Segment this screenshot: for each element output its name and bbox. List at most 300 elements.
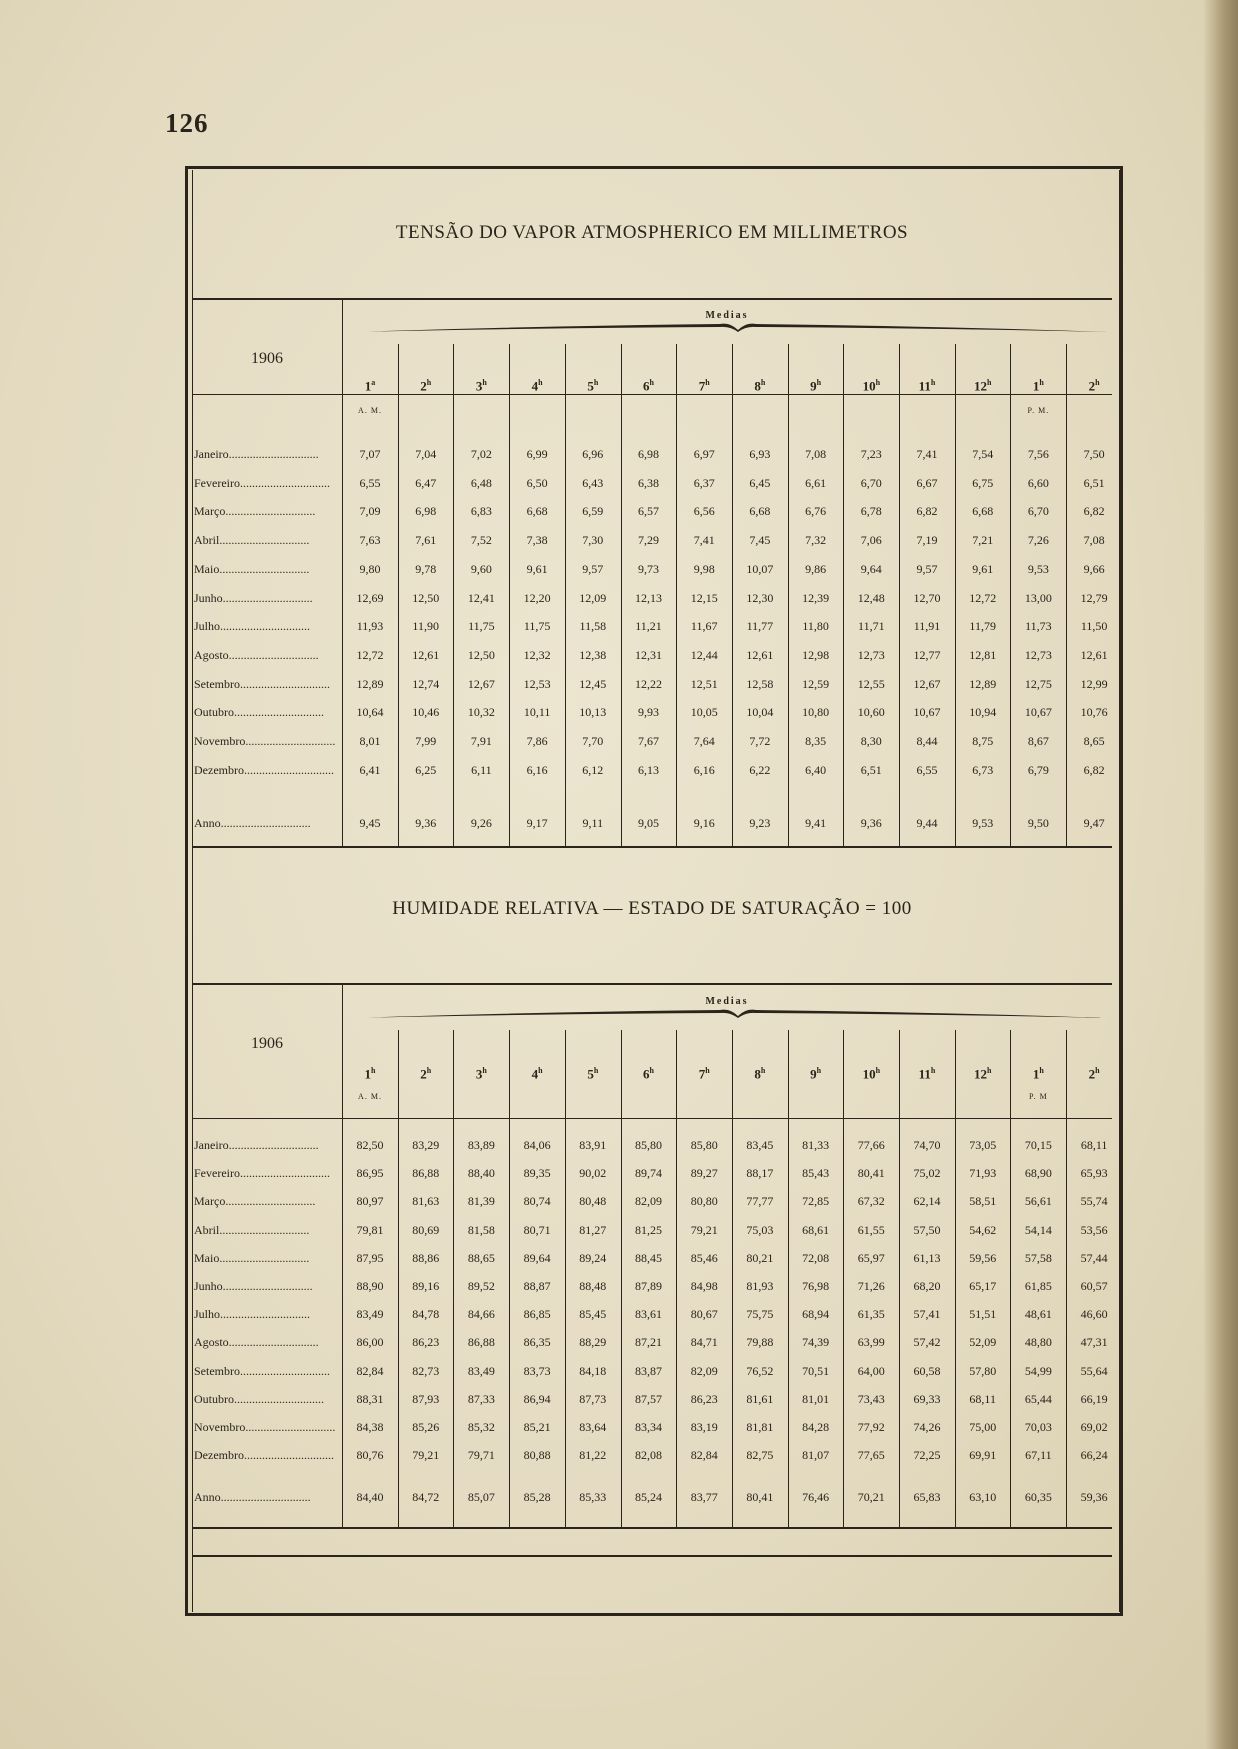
table-cell: 10,94 bbox=[969, 705, 997, 720]
table-cell: 9,47 bbox=[1083, 816, 1105, 830]
hour-header bbox=[453, 378, 509, 394]
table-cell: 6,16 bbox=[693, 762, 715, 777]
table-cell: 7,50 bbox=[1083, 447, 1105, 461]
table-cell: 6,51 bbox=[860, 762, 882, 777]
page-number: 126 bbox=[165, 108, 209, 138]
hour-number: 1 bbox=[364, 378, 372, 394]
table-cell: 6,50 bbox=[526, 475, 548, 490]
table-cell: 61,85 bbox=[1024, 1279, 1052, 1293]
table-cell: 55,74 bbox=[1080, 1194, 1108, 1209]
table-cell: 81,25 bbox=[635, 1222, 662, 1237]
table-cell: 58,51 bbox=[969, 1194, 997, 1209]
table-cell: 65,93 bbox=[1080, 1166, 1108, 1181]
table-cell: 6,83 bbox=[470, 504, 492, 519]
table-cell: 8,75 bbox=[972, 734, 994, 748]
table-cell: 75,00 bbox=[969, 1420, 997, 1434]
hour-suffix: h bbox=[538, 1066, 543, 1075]
table-cell: 10,13 bbox=[579, 705, 607, 720]
table-cell: 81,93 bbox=[746, 1279, 774, 1293]
table-cell: 77,65 bbox=[857, 1448, 885, 1463]
pm-label: P. M. bbox=[1027, 406, 1050, 415]
table-cell: 7,06 bbox=[860, 533, 882, 548]
table-cell: 80,97 bbox=[356, 1194, 384, 1209]
table-cell: 70,15 bbox=[1024, 1138, 1052, 1152]
table-cell: 75,03 bbox=[746, 1222, 774, 1237]
hour-header bbox=[732, 1066, 788, 1082]
table-cell: 86,85 bbox=[523, 1307, 551, 1322]
table-cell: 84,06 bbox=[523, 1138, 551, 1152]
table-cell: 6,57 bbox=[638, 504, 659, 519]
table-cell: 12,30 bbox=[746, 590, 774, 605]
table-cell: 12,13 bbox=[635, 590, 662, 605]
table-cell: 74,26 bbox=[913, 1420, 941, 1434]
hour-header bbox=[899, 1066, 955, 1082]
hour-suffix: h bbox=[371, 1066, 376, 1075]
table-cell: 7,08 bbox=[1083, 533, 1105, 548]
table-cell: 85,80 bbox=[690, 1138, 718, 1152]
table-cell: 68,20 bbox=[913, 1279, 941, 1293]
table-cell: 11,79 bbox=[969, 619, 996, 634]
table-cell: 7,67 bbox=[638, 734, 659, 748]
hour-suffix: h bbox=[986, 378, 992, 387]
table-cell: 89,64 bbox=[523, 1250, 551, 1265]
table-cell: 84,66 bbox=[467, 1307, 495, 1322]
row-name: Novembro bbox=[194, 1420, 246, 1434]
brace-shape bbox=[352, 1010, 1108, 1018]
table-cell: 89,35 bbox=[523, 1166, 551, 1181]
table-cell: 7,04 bbox=[415, 447, 437, 461]
row-name: Janeiro bbox=[194, 1138, 229, 1152]
table-cell: 12,22 bbox=[635, 676, 662, 691]
table-cell: 6,25 bbox=[415, 762, 437, 777]
table-cell: 9,53 bbox=[972, 816, 994, 830]
table-cell: 82,84 bbox=[690, 1448, 718, 1463]
table-cell: 6,79 bbox=[1027, 762, 1049, 777]
hour-number: 4 bbox=[531, 1066, 539, 1082]
table-cell: 11,58 bbox=[579, 619, 607, 634]
table-cell: 57,41 bbox=[913, 1307, 941, 1322]
row-name: Fevereiro bbox=[194, 475, 240, 490]
table-cell: 82,09 bbox=[690, 1363, 718, 1378]
row-name: Abril bbox=[194, 533, 220, 548]
row-label bbox=[194, 1364, 340, 1379]
hour-suffix: h bbox=[593, 1066, 599, 1075]
hour-number: 2 bbox=[420, 378, 427, 394]
year-label: 1906 bbox=[251, 350, 283, 367]
table-cell: 83,64 bbox=[579, 1420, 607, 1434]
table-cell: 7,52 bbox=[470, 533, 492, 548]
group-label-medias: Medias bbox=[705, 310, 749, 321]
table-cell: 79,21 bbox=[412, 1448, 440, 1463]
table-cell: 47,31 bbox=[1080, 1335, 1108, 1350]
leader-dots: .............................. bbox=[243, 762, 334, 777]
table-cell: 57,80 bbox=[969, 1363, 997, 1378]
table-cell: 77,92 bbox=[857, 1420, 885, 1434]
table-cell: 7,26 bbox=[1027, 533, 1049, 548]
hour-number: 12 bbox=[973, 1066, 987, 1082]
table-cell: 9,80 bbox=[359, 561, 381, 576]
table-cell: 83,45 bbox=[746, 1138, 774, 1152]
table-cell: 12,20 bbox=[523, 590, 551, 605]
table-cell: 10,07 bbox=[746, 561, 774, 576]
table-cell: 12,53 bbox=[523, 676, 551, 691]
table-cell: 48,61 bbox=[1024, 1307, 1052, 1322]
table-cell: 68,61 bbox=[802, 1222, 830, 1237]
table-cell: 60,35 bbox=[1024, 1490, 1052, 1504]
table-cell: 55,64 bbox=[1080, 1363, 1108, 1378]
row-name: Outubro bbox=[194, 705, 234, 720]
hour-number: 5 bbox=[587, 1066, 594, 1082]
table-cell: 12,75 bbox=[1024, 676, 1052, 691]
table-cell: 79,81 bbox=[356, 1222, 384, 1237]
hour-suffix: h bbox=[875, 378, 881, 387]
leader-dots: .............................. bbox=[245, 1420, 336, 1434]
hour-number: 7 bbox=[698, 378, 706, 394]
table-cell: 6,51 bbox=[1083, 475, 1105, 490]
table-cell: 88,65 bbox=[467, 1250, 495, 1265]
row-label bbox=[194, 1307, 340, 1322]
table-cell: 6,59 bbox=[582, 504, 604, 519]
table-cell: 11,21 bbox=[635, 619, 662, 634]
row-label bbox=[194, 619, 340, 634]
table-cell: 11,75 bbox=[523, 619, 551, 634]
table-cell: 83,49 bbox=[356, 1307, 384, 1322]
table-cell: 11,77 bbox=[746, 619, 774, 634]
table-cell: 52,09 bbox=[969, 1335, 997, 1350]
hour-suffix: h bbox=[875, 1066, 881, 1075]
table-cell: 9,05 bbox=[638, 816, 659, 830]
hour-number: 5 bbox=[587, 378, 594, 394]
table-cell: 68,11 bbox=[969, 1391, 996, 1406]
table-cell: 9,64 bbox=[860, 561, 882, 576]
table-cell: 85,33 bbox=[579, 1490, 607, 1504]
table-cell: 12,15 bbox=[690, 590, 718, 605]
header-top-rule bbox=[192, 298, 1112, 300]
row-label bbox=[194, 1335, 340, 1350]
table-cell: 87,89 bbox=[635, 1279, 662, 1293]
row-name: Setembro bbox=[194, 1363, 240, 1378]
hour-number: 2 bbox=[420, 1066, 427, 1082]
table-cell: 80,76 bbox=[356, 1448, 384, 1463]
table-cell: 82,08 bbox=[635, 1448, 662, 1463]
hour-header bbox=[621, 1066, 677, 1082]
hour-number: 2 bbox=[1088, 1066, 1096, 1082]
hour-suffix: h bbox=[426, 1066, 432, 1075]
table-cell: 6,68 bbox=[526, 504, 548, 519]
table-cell: 74,70 bbox=[913, 1138, 941, 1152]
table-cell: 10,76 bbox=[1080, 705, 1108, 720]
table-cell: 81,27 bbox=[579, 1222, 607, 1237]
table-cell: 12,45 bbox=[579, 676, 607, 691]
table-cell: 84,38 bbox=[356, 1420, 384, 1434]
table-cell: 81,22 bbox=[579, 1448, 607, 1463]
table-cell: 70,21 bbox=[857, 1490, 885, 1504]
table-cell: 85,07 bbox=[467, 1490, 495, 1504]
table-cell: 88,48 bbox=[579, 1279, 607, 1293]
table-cell: 61,35 bbox=[857, 1307, 885, 1322]
table-cell: 7,41 bbox=[916, 447, 938, 461]
table-cell: 83,19 bbox=[690, 1420, 718, 1434]
leader-dots: .............................. bbox=[245, 734, 336, 748]
table-cell: 77,66 bbox=[857, 1138, 885, 1152]
row-label bbox=[194, 476, 340, 491]
medias-brace bbox=[350, 1006, 1110, 1022]
table-cell: 89,27 bbox=[690, 1166, 718, 1181]
hour-number: 6 bbox=[643, 378, 650, 394]
table-cell: 65,97 bbox=[857, 1250, 885, 1265]
table-cell: 6,78 bbox=[860, 504, 882, 519]
table-cell: 88,45 bbox=[635, 1250, 662, 1265]
table-cell: 84,28 bbox=[802, 1420, 830, 1434]
table-cell: 9,60 bbox=[470, 561, 492, 576]
table-cell: 12,98 bbox=[802, 647, 830, 662]
hour-number: 3 bbox=[475, 1066, 483, 1082]
table-cell: 6,96 bbox=[582, 447, 604, 461]
table-cell: 7,63 bbox=[359, 533, 381, 548]
table-cell: 57,58 bbox=[1024, 1250, 1052, 1265]
table-cell: 6,60 bbox=[1027, 475, 1049, 490]
hour-header bbox=[732, 378, 788, 394]
table-cell: 12,70 bbox=[913, 590, 941, 605]
table-cell: 85,26 bbox=[412, 1420, 440, 1434]
row-label bbox=[194, 1251, 340, 1266]
table-cell: 81,01 bbox=[802, 1391, 830, 1406]
table-bottom-rule bbox=[192, 1527, 1112, 1529]
table-cell: 83,87 bbox=[635, 1363, 662, 1378]
hour-header bbox=[788, 1066, 844, 1082]
am-label: A. M. bbox=[358, 406, 382, 415]
table-cell: 6,43 bbox=[582, 475, 604, 490]
table-cell: 57,50 bbox=[913, 1222, 941, 1237]
row-name: Agosto bbox=[194, 647, 229, 662]
hour-suffix: h bbox=[426, 378, 432, 387]
table-cell: 9,53 bbox=[1027, 561, 1049, 576]
hour-header bbox=[621, 378, 677, 394]
header-bottom-rule bbox=[192, 1118, 1112, 1119]
table-cell: 6,99 bbox=[526, 447, 548, 461]
table-cell: 83,89 bbox=[467, 1138, 495, 1152]
table-cell: 48,80 bbox=[1024, 1335, 1052, 1350]
table-cell: 86,88 bbox=[467, 1335, 495, 1350]
table-cell: 7,61 bbox=[415, 533, 437, 548]
table-cell: 89,52 bbox=[467, 1279, 495, 1293]
hour-number: 2 bbox=[1088, 378, 1096, 394]
row-label bbox=[194, 705, 340, 720]
table-cell: 85,43 bbox=[802, 1166, 830, 1181]
table-cell: 9,57 bbox=[916, 561, 938, 576]
table-cell: 7,02 bbox=[470, 447, 492, 461]
table-cell: 8,44 bbox=[916, 734, 938, 748]
table-cell: 12,48 bbox=[857, 590, 885, 605]
table-cell: 6,48 bbox=[470, 475, 492, 490]
table-cell: 82,84 bbox=[356, 1363, 384, 1378]
table-cell: 9,41 bbox=[805, 816, 827, 830]
table-cell: 11,80 bbox=[802, 619, 829, 634]
table-cell: 10,60 bbox=[857, 705, 885, 720]
table-cell: 10,11 bbox=[523, 705, 551, 720]
hour-header bbox=[955, 378, 1011, 394]
row-label bbox=[194, 734, 340, 749]
leader-dots: .............................. bbox=[225, 1194, 316, 1209]
table-cell: 9,23 bbox=[749, 816, 771, 830]
table-cell: 54,14 bbox=[1024, 1222, 1052, 1237]
table-cell: 6,47 bbox=[415, 475, 437, 490]
table-cell: 80,41 bbox=[746, 1490, 774, 1504]
table-cell: 68,11 bbox=[1080, 1138, 1108, 1152]
table-cell: 12,77 bbox=[913, 647, 941, 662]
header-bottom-rule bbox=[192, 394, 1112, 395]
brace-shape bbox=[352, 324, 1108, 332]
table-cell: 63,10 bbox=[969, 1490, 997, 1504]
table-cell: 11,93 bbox=[356, 619, 384, 634]
table-cell: 84,40 bbox=[356, 1490, 384, 1504]
table-cell: 83,49 bbox=[467, 1363, 495, 1378]
table-cell: 7,23 bbox=[860, 447, 882, 461]
table-cell: 12,73 bbox=[857, 647, 885, 662]
table-cell: 87,57 bbox=[635, 1391, 662, 1406]
table-cell: 85,46 bbox=[690, 1250, 718, 1265]
hour-suffix: h bbox=[482, 378, 487, 387]
table-cell: 7,19 bbox=[916, 533, 938, 548]
row-label bbox=[194, 648, 340, 663]
table-cell: 6,61 bbox=[805, 475, 827, 490]
table-cell: 69,91 bbox=[969, 1448, 997, 1463]
table-cell: 85,45 bbox=[579, 1307, 607, 1322]
hour-number: 4 bbox=[531, 378, 539, 394]
table-cell: 79,88 bbox=[746, 1335, 774, 1350]
table-cell: 12,99 bbox=[1080, 676, 1108, 691]
table-cell: 12,41 bbox=[467, 590, 495, 605]
table-cell: 9,93 bbox=[638, 705, 659, 720]
table-cell: 87,21 bbox=[635, 1335, 662, 1350]
table-cell: 80,74 bbox=[523, 1194, 551, 1209]
table-cell: 9,26 bbox=[470, 816, 492, 830]
table-cell: 67,11 bbox=[1025, 1448, 1052, 1463]
table-cell: 56,61 bbox=[1024, 1194, 1052, 1209]
table-cell: 82,50 bbox=[356, 1138, 384, 1152]
table-cell: 7,64 bbox=[693, 734, 715, 748]
table-cell: 89,24 bbox=[579, 1250, 607, 1265]
hour-header bbox=[565, 378, 621, 394]
hour-header bbox=[1010, 1066, 1066, 1082]
table-cell: 10,04 bbox=[746, 705, 774, 720]
table-cell: 6,82 bbox=[916, 504, 938, 519]
row-name: Julho bbox=[194, 1307, 221, 1322]
row-label bbox=[194, 763, 340, 778]
table-cell: 80,48 bbox=[579, 1194, 607, 1209]
table-cell: 7,99 bbox=[415, 734, 437, 748]
table-cell: 65,17 bbox=[969, 1279, 997, 1293]
table-cell: 81,39 bbox=[467, 1194, 495, 1209]
table-cell: 8,65 bbox=[1083, 734, 1105, 748]
row-name: Anno bbox=[194, 1490, 221, 1504]
hour-number: 10 bbox=[862, 1066, 876, 1082]
table-cell: 7,56 bbox=[1027, 447, 1049, 461]
table-cell: 72,08 bbox=[802, 1250, 830, 1265]
table-cell: 46,60 bbox=[1080, 1307, 1108, 1322]
table-cell: 6,12 bbox=[582, 762, 604, 777]
table-cell: 54,99 bbox=[1024, 1363, 1052, 1378]
row-label bbox=[194, 816, 340, 831]
table-cell: 9,44 bbox=[916, 816, 938, 830]
table-cell: 62,14 bbox=[913, 1194, 941, 1209]
hour-suffix: h bbox=[930, 378, 936, 387]
table-cell: 86,94 bbox=[523, 1391, 551, 1406]
table-cell: 86,23 bbox=[412, 1335, 440, 1350]
table-cell: 85,32 bbox=[467, 1420, 495, 1434]
table-cell: 84,18 bbox=[579, 1363, 607, 1378]
table-cell: 9,98 bbox=[693, 561, 715, 576]
row-label bbox=[194, 1392, 340, 1407]
table-title: HUMIDADE RELATIVA — ESTADO DE SATURAÇÃO = 100 bbox=[392, 898, 912, 919]
table-cell: 57,42 bbox=[913, 1335, 941, 1350]
table-cell: 68,94 bbox=[802, 1307, 830, 1322]
leader-dots: .............................. bbox=[220, 816, 311, 830]
table-cell: 59,56 bbox=[969, 1250, 997, 1265]
table-cell: 10,80 bbox=[802, 705, 830, 720]
table-cell: 12,50 bbox=[467, 647, 495, 662]
table-cell: 9,66 bbox=[1083, 561, 1105, 576]
hour-number: 1 bbox=[1032, 1066, 1040, 1082]
table-cell: 81,63 bbox=[412, 1194, 440, 1209]
hour-header bbox=[676, 1066, 732, 1082]
table-cell: 9,45 bbox=[359, 816, 381, 830]
table-cell: 85,21 bbox=[523, 1420, 551, 1434]
row-label bbox=[194, 1223, 340, 1238]
table-cell: 6,98 bbox=[415, 504, 437, 519]
leader-dots: .............................. bbox=[234, 1391, 324, 1406]
hour-header bbox=[509, 378, 565, 394]
table-cell: 6,55 bbox=[916, 762, 938, 777]
table-cell: 82,09 bbox=[635, 1194, 662, 1209]
table-cell: 65,44 bbox=[1024, 1391, 1052, 1406]
table-cell: 7,08 bbox=[805, 447, 827, 461]
table-cell: 86,95 bbox=[356, 1166, 384, 1181]
hour-suffix: h bbox=[1095, 1066, 1100, 1075]
table-cell: 64,00 bbox=[857, 1363, 885, 1378]
hour-suffix: h bbox=[1039, 378, 1044, 387]
leader-dots: .............................. bbox=[219, 533, 310, 548]
table-cell: 80,41 bbox=[857, 1166, 885, 1181]
row-name: Junho bbox=[194, 590, 223, 605]
table-cell: 80,69 bbox=[412, 1222, 440, 1237]
table-cell: 53,56 bbox=[1080, 1222, 1108, 1237]
hour-number: 1 bbox=[364, 1066, 372, 1082]
hour-header bbox=[788, 378, 844, 394]
table-cell: 12,51 bbox=[690, 676, 718, 691]
table-cell: 6,93 bbox=[749, 447, 771, 461]
table-cell: 12,72 bbox=[969, 590, 997, 605]
leader-dots: .............................. bbox=[219, 1222, 310, 1237]
table-cell: 10,46 bbox=[412, 705, 440, 720]
leader-dots: .............................. bbox=[234, 705, 324, 720]
table-cell: 63,99 bbox=[857, 1335, 885, 1350]
leader-dots: .............................. bbox=[239, 1166, 330, 1181]
row-label bbox=[194, 1448, 340, 1463]
table-cell: 6,56 bbox=[693, 504, 715, 519]
table-cell: 89,74 bbox=[635, 1166, 662, 1181]
table-cell: 7,32 bbox=[805, 533, 827, 548]
table-cell: 79,21 bbox=[690, 1222, 718, 1237]
table-cell: 6,82 bbox=[1083, 504, 1105, 519]
hour-suffix: a bbox=[371, 378, 376, 387]
table-cell: 9,16 bbox=[693, 816, 715, 830]
row-name: Junho bbox=[194, 1279, 223, 1293]
leader-dots: .............................. bbox=[228, 1335, 319, 1350]
table-cell: 81,81 bbox=[746, 1420, 774, 1434]
table-cell: 12,50 bbox=[412, 590, 440, 605]
leader-dots: .............................. bbox=[219, 1250, 310, 1265]
